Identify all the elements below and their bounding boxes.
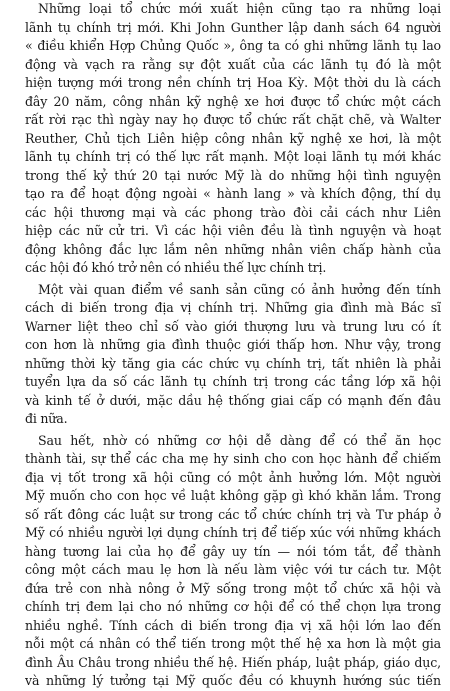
text-line: tạo ra để hoạt động ngoài « hành lang » và khích động, thí dụ (25, 186, 441, 201)
text-line: nỗi một cá nhân có thể tiến trong một thế hệ xa hơn là một gia (25, 636, 441, 651)
text-line: đây 20 năm, công nhân kỹ nghệ xe hơi được tổ chức một cách (25, 93, 441, 109)
text-line: tuyển lựa da số các lãnh tụ chính trị trong các tầng lớp xã hội (25, 374, 441, 389)
text-line: Những loại tổ chức mới xuất hiện cũng tạo ra những loại (38, 1, 441, 16)
text-line: « điều khiển Hợp Chủng Quốc », ông ta có ghi những lãnh tụ lao (25, 38, 441, 53)
text-line: những thời kỳ tăng gia các chức vụ chính trị, tất nhiên là phải (25, 355, 441, 371)
text-line: các hội thương mại và các phong trào đòi cải cách như Liên (25, 204, 441, 220)
paragraph-1 (25, 0, 441, 278)
text-line: Sau hết, nhờ có những cơ hội dễ dàng để có thể ăn học (38, 432, 441, 448)
paragraph-2 (25, 281, 441, 429)
text-line: các hội đó khó trở nên có nhiều thế lực chính trị. (25, 260, 327, 275)
text-line: trong thế kỷ thứ 20 tại nước Mỹ là do những hội tình nguyện (25, 167, 441, 183)
text-line: đi nữa. (25, 411, 68, 426)
text-line: Reuther, Chủ tịch Liên hiệp công nhân kỹ nghệ xe hơi, là một (25, 130, 441, 146)
text-line: hiệp các nữ cử tri. Vì các hội viên đều là tình nguyện và hoạt (25, 223, 441, 238)
text-line: chính trị đem lại cho nó những cơ hội để có thể chọn lựa trong (25, 599, 441, 614)
text-line: con hơn là những gia đình thuộc giới thấp hơn. Như vậy, trong (25, 337, 441, 352)
text-line: nhiều nghề. Tính cách di biến trong địa vị xã hội lớn lao đến (25, 617, 441, 633)
text-line: Một vài quan điểm về sanh sản cũng có ảnh hưởng đến tính (38, 281, 441, 297)
text-line: Mỹ có nhiều người lợi dụng chính trị để tiếp xúc với những khách (25, 525, 441, 540)
text-line: hàng tương lai của họ để gây uy tín — nói tóm tắt, để thành (25, 543, 441, 559)
text-line: động và vạch ra rằng sự đột xuất của các lãnh tụ đó là một (25, 56, 441, 72)
text-line: cách di biến trong địa vị chính trị. Những gia đình mà Bác sĩ (25, 300, 441, 315)
text-line: công một cách mau lẹ hơn là nếu làm việc với tư cách tư. Một (25, 562, 441, 577)
text-line: Mỹ muốn cho con học về luật không gặp gì khó khăn lắm. Trong (25, 488, 441, 503)
text-line: Warner liệt theo chỉ số vào giới thượng lưu và trung lưu có ít (25, 318, 441, 334)
text-line: lãnh tụ chính trị mới. Khi John Gunther lập danh sách 64 người (25, 19, 441, 35)
text-line: hiện tượng mới trong nền chính trị Hoa Kỳ. Một thời du là cách (25, 75, 441, 90)
text-line: địa vị tốt trong xã hội cũng có một ảnh hưởng lớn. Một người (25, 469, 441, 485)
text-line: số rất đông các luật sư trong các tổ chức chính trị và Tư pháp ở (25, 506, 441, 522)
paragraph-3 (25, 432, 441, 691)
text-line: và kinh tế ở dưới, mặc dầu hệ thống giai cấp có mạnh đến đâu (25, 392, 441, 408)
text-line: động không đắc lực lắm nên những nhân viên chấp hành của (25, 241, 441, 257)
text-line: đứa trẻ con nhà nông ở Mỹ sống trong một tổ chức xã hội và (25, 580, 441, 596)
text-line: rất rời rạc thì ngày nay họ được tổ chức rất chặt chẽ, và Walter (25, 112, 441, 127)
text-line: và những lý tưởng tại Mỹ quốc đều có khuynh hướng súc tiến (25, 673, 441, 688)
text-line: lãnh tụ chính trị có thế lực rất mạnh. Một loại lãnh tụ mới khác (25, 149, 441, 164)
text-line: đình Âu Châu trong nhiều thế hệ. Hiến pháp, luật pháp, giáo dục, (25, 654, 441, 670)
text-line: thành tài, sự thể các cha mẹ hy sinh cho con học hành để chiếm (25, 451, 441, 466)
